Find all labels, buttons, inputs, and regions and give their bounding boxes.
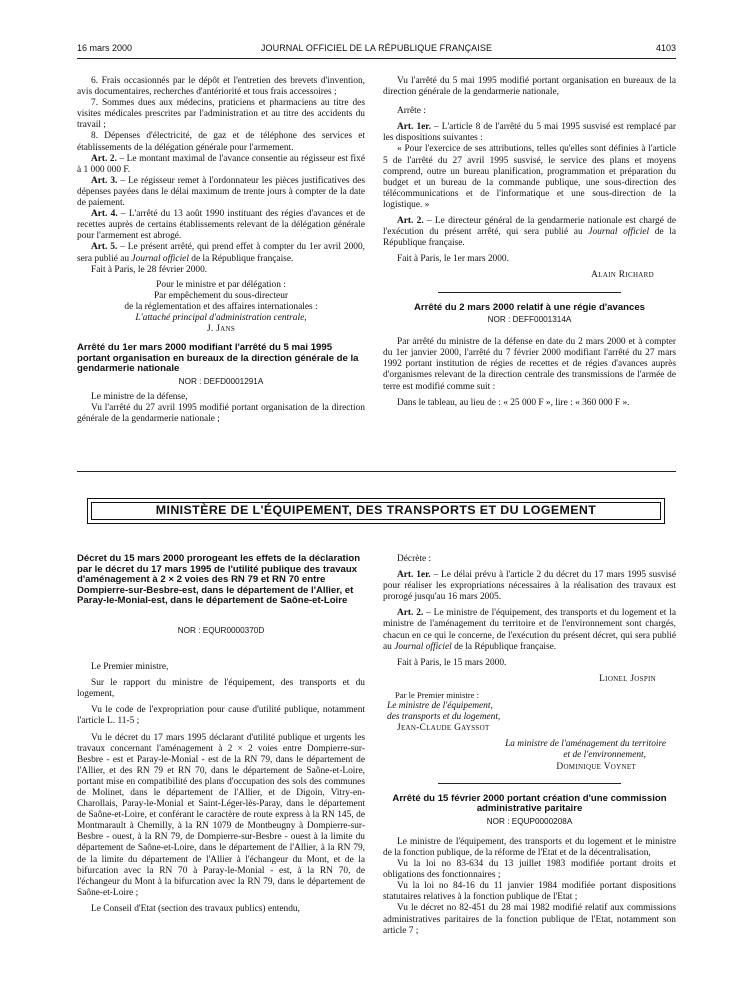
paragraph: Dans le tableau, au lieu de : « 25 000 F », lire : « 360 000 F ». <box>397 397 630 408</box>
page-header <box>77 43 676 57</box>
paragraph: Vu la loi no 83-634 du 13 juillet 1983 modifiée portant droits et obligations des fonctionnaires ; <box>383 859 676 881</box>
article-4 <box>77 209 365 242</box>
article-label: Art. 5. <box>91 242 118 253</box>
paragraph: Le ministre de la défense, <box>91 392 188 403</box>
arrete-title: Arrêté du 1er mars 2000 modifiant l'arrêté du 5 mai 1995 portant organisation en bureaux de la direction générale de la gendarmerie nationale <box>77 342 359 375</box>
header-date: 16 mars 2000 <box>77 43 133 53</box>
arrete-title: Arrêté du 2 mars 2000 relatif à une régie d'avances <box>413 301 646 313</box>
paragraph: Vu le décret no 82-451 du 28 mai 1982 modifié relatif aux commissions administratives paritaires de la fonction publique de l'Etat, notamment son article 7 ; <box>383 903 676 936</box>
nor-reference: NOR : EQUR0000370D <box>177 625 265 635</box>
article-text: – Le ministre de l'équipement, des transports et du logement et la ministre de l'aménagement du territoire et de l'environnement sont chargés, chacun en ce qui le concerne, de l'exécution du présent décret, qui sera publié au <box>383 608 676 652</box>
fait-a-paris: Fait à Paris, le 28 février 2000. <box>91 264 208 275</box>
article-3 <box>77 176 365 209</box>
signature-line: Par empêchement du sous-directeur <box>153 290 289 301</box>
article-label: Art. 3. <box>91 175 118 186</box>
header-rule <box>77 58 676 59</box>
article-text: – Le montant maximal de l'avance consentie au régisseur est fixé à 1 000 000 F. <box>77 153 365 175</box>
signature-line: des transports et du logement, <box>387 712 501 723</box>
signature-line: L'attaché principal d'administration centrale, <box>135 312 307 323</box>
header-page-number: 4103 <box>655 43 676 53</box>
nor-reference: NOR : EQUP0000208A <box>486 816 573 826</box>
article-text: – Le présent arrêté, qui prend effet à compter du 1er avril 2000, sera publié au <box>77 242 365 264</box>
article-text: – L'arrêté du 13 août 1990 instituant des régies d'avances et de recettes auprès de certains établissements relevant de la délégation générale pour l'armement est abrogé. <box>77 209 365 242</box>
article-label: Art. 1er. <box>397 570 431 581</box>
article-text: – Le régisseur remet à l'ordonnateur les pièces justificatives des dépenses payées dans le délai maximum de trente jours à compter de la date de paiement. <box>77 175 366 209</box>
article-text: – Le délai prévu à l'article 2 du décret du 17 mars 1995 susvisé pour réaliser les expropriations nécessaires à la réalisation des travaux est prorogé jusqu'au 16 mars 2005. <box>383 570 676 603</box>
arrete-title: Arrêté du 15 février 2000 portant création d'une commission administrative paritaire <box>392 792 667 815</box>
nor-reference: NOR : DEFF0001314A <box>487 315 572 325</box>
article-5 <box>77 242 365 264</box>
signature-name: Alain Richard <box>591 270 654 281</box>
article-text: de la République française. <box>188 253 294 264</box>
list-item: 7. Sommes dues aux médecins, praticiens et pharmaciens au titre des visites médicales prescrites par l'administration et au titre des accidents du travail ; <box>77 98 365 131</box>
decret-title: Décret du 15 mars 2000 prorogeant les effets de la déclaration par le décret du 17 mars 1995 de l'utilité publique des travaux d'aménagement à 2 × 2 voies des RN 79 et RN 70 entre Dompierre-sur-Besbre-est, dans le département de l'Allier, et Paray-le-Monial-est, dans le département de Saône-et-Loire <box>77 553 361 607</box>
paragraph: Le Conseil d'Etat (section des travaux publics) entendu, <box>91 903 300 914</box>
signature-line: Par le Premier ministre : <box>395 689 480 700</box>
article-2 <box>77 154 365 176</box>
paragraph: Vu la loi no 84-16 du 11 janvier 1984 modifiée portant dispositions statutaires relatives à la fonction publique de l'Etat ; <box>383 881 676 903</box>
ministry-title: MINISTÈRE DE L'ÉQUIPEMENT, DES TRANSPORTS ET DU LOGEMENT <box>91 502 661 520</box>
journal-ref: Journal officiel <box>394 641 452 652</box>
article-label: Art. 2. <box>91 153 117 164</box>
signature-line: et de l'environnement, <box>563 750 646 761</box>
bottom-left-column <box>77 554 365 915</box>
bottom-right-column <box>383 554 676 937</box>
decrete-heading: Décrète : <box>397 554 432 564</box>
top-left-column <box>77 76 365 425</box>
article-2 <box>383 608 676 652</box>
quoted-text: « Pour l'exercice de ses attributions, telles qu'elles sont définies à l'article 5 de l'arrêté du 27 avril 1995 susvisé, le service des plans et moyens comprend, outre un bureau planification, programmation et préparation du budget et un bureau de la commande publique, une sous-direction des télécommunications et de l'informatique et une sous-direction de la logistique. » <box>383 144 676 210</box>
journal-ref: Journal officiel <box>588 227 650 238</box>
section-divider <box>438 783 621 784</box>
article-label: Art. 2. <box>397 608 424 619</box>
article-1 <box>383 122 676 144</box>
fait-a-paris: Fait à Paris, le 15 mars 2000. <box>397 657 507 668</box>
ministry-banner <box>87 498 665 524</box>
paragraph: Le Premier ministre, <box>91 662 169 673</box>
signature-name: Jean-Claude Gayssot <box>397 723 490 734</box>
article-text: de la République française. <box>451 641 557 652</box>
list-item: 6. Frais occasionnés par le dépôt et l'entretien des brevets d'invention, avis documentaires, recherches d'antériorité et tous frais accessoires ; <box>77 76 365 98</box>
signature-line: Le ministre de l'équipement, <box>387 701 493 712</box>
article-text: – L'article 8 de l'arrêté du 5 mai 1995 susvisé est remplacé par les dispositions suivantes : <box>383 122 676 144</box>
top-right-column <box>383 76 676 409</box>
signature-name: Lionel Jospin <box>599 673 656 684</box>
paragraph: Sur le rapport du ministre de l'équipement, des transports et du logement, <box>77 678 365 700</box>
article-label: Art. 1er. <box>397 122 431 133</box>
paragraph: Vu l'arrêté du 5 mai 1995 modifié portant organisation en bureaux de la direction générale de la gendarmerie nationale, <box>383 76 676 98</box>
article-1 <box>383 570 676 603</box>
signature-line: Pour le ministre et par délégation : <box>156 279 286 290</box>
nor-reference: NOR : DEFD0001291A <box>178 376 264 386</box>
signature-name: Dominique Voynet <box>556 761 636 772</box>
article-2 <box>383 216 676 249</box>
arrete-heading: Arrête : <box>397 106 426 117</box>
header-title: JOURNAL OFFICIEL DE LA RÉPUBLIQUE FRANÇAISE <box>260 43 493 53</box>
paragraph: Le ministre de l'équipement, des transports et du logement et le ministre de la fonction publique, de la réforme de l'Etat et de la décentralisation, <box>383 836 676 858</box>
signature-line: de la réglementation et des affaires internationales : <box>124 301 318 312</box>
fait-a-paris: Fait à Paris, le 1er mars 2000. <box>397 254 509 265</box>
journal-ref: Journal officiel <box>131 253 189 264</box>
section-divider <box>438 292 621 293</box>
signature-line: La ministre de l'aménagement du territoire <box>505 739 666 750</box>
section-rule <box>77 471 676 472</box>
article-text: – Le directeur général de la gendarmerie nationale est chargé de l'exécution du présent arrêté, qui sera publié au <box>383 216 676 238</box>
paragraph: Vu le décret du 17 mars 1995 déclarant d'utilité publique et urgents les travaux concernant l'aménagement à 2 × 2 voies entre Dompierre-sur-Besbre - est et Paray-le-Monial - est de la RN 79, dans le département de l'Allier, et des RN 79 et RN 70, dans le département de Saône-et-Loire, portant mise en compatibilité des plans d'occupation des sols des communes de Molinet, dans le département de l'Allier, et de Digoin, Vitry-en-Charollais, Paray-le-Monial et Saint-Léger-lès-Paray, dans le département de Saône-et-Loire, et conférant le caractère de route express à la RN 145, de Montmarault à Chemilly, à la RN 1079 de Montbeugny à Dompierre-sur-Besbre - ouest, à la RN 79, de Dompierre-sur-Besbre - ouest à la limite du département de Saône-et-Loire, dans le département de l'Allier, à la RN 79, de la limite du département de l'Allier à l'échangeur du Mont, et de la bifurcation avec la RN 70 à Paray-le-Monial - est, à la RN 70, de l'échangeur du Mont à la bifurcation avec la RN 79, dans le département de Saône-et-Loire ; <box>77 732 365 898</box>
signature-name: J. Jans <box>206 324 236 335</box>
article-label: Art. 4. <box>91 209 118 220</box>
article-label: Art. 2. <box>397 216 424 227</box>
list-item: 8. Dépenses d'électricité, de gaz et de téléphone des services et établissements de la délégation générale pour l'armement. <box>77 131 365 153</box>
article-text: de la République française. <box>383 227 677 249</box>
paragraph: Vu le code de l'expropriation pour cause d'utilité publique, notamment l'article L. 11-5 ; <box>77 705 365 727</box>
paragraph: Par arrêté du ministre de la défense en date du 2 mars 2000 et à compter du 1er janvier 2000, l'arrêté du 7 février 2000 modifiant l'arrêté du 27 mars 1992 portant institution de régies de recettes et de régies d'avances auprès d'organismes relevant de la direction centrale des transmissions de l'armée de terre est modifié comme suit : <box>383 337 676 392</box>
paragraph: Vu l'arrêté du 27 avril 1995 modifié portant organisation de la direction générale de la gendarmerie nationale ; <box>77 403 365 425</box>
